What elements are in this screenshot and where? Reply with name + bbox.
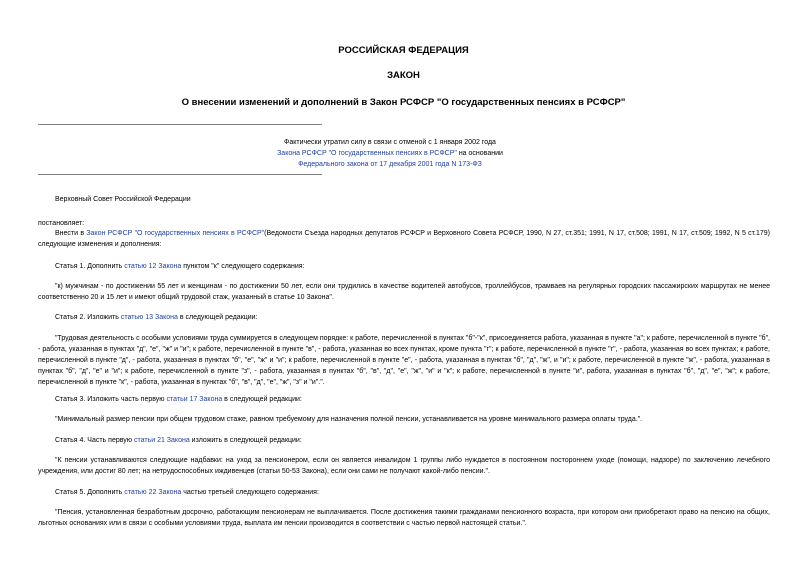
federal-law-link[interactable]: Федерального закона от 17 декабря 2001 года N 173-ФЗ	[298, 161, 482, 168]
article4-pre: Статья 4. Часть первую	[55, 437, 134, 444]
country-heading: РОССИЙСКАЯ ФЕДЕРАЦИЯ	[338, 45, 469, 56]
article12-link[interactable]: статью 12 Закона	[124, 263, 182, 270]
article21-link[interactable]: статьи 21 Закона	[134, 437, 190, 444]
article17-link[interactable]: статьи 17 Закона	[166, 396, 223, 403]
intro-law-link[interactable]: Закон РСФСР "О государственных пенсиях в РСФСР"	[86, 230, 265, 237]
article3-heading	[38, 394, 770, 405]
article13-link[interactable]: статью 13 Закона	[120, 314, 178, 321]
article2-pre: Статья 2. Изложить	[55, 314, 121, 321]
article4-post: изложить в следующей редакции:	[189, 437, 302, 444]
intro-pre: Внести в	[55, 230, 87, 237]
article1-pre: Статья 1. Дополнить	[55, 263, 125, 270]
article1-text: "к) мужчинам - по достижении 55 лет и женщинам - по достижении 50 лет, если они трудились в качестве водителей автобусов, троллейбусов, трамваев на регулярных городских пассажирских маршрутах не менее соответственно 20 и 15 лет и имеют общий трудовой стаж, указанный в статье 10 Закона".	[38, 283, 770, 301]
bottom-divider	[38, 174, 322, 175]
article1-heading	[38, 261, 770, 272]
article2-post: в следующей редакции:	[177, 314, 258, 321]
article5-post: частью третьей следующего содержания:	[181, 489, 319, 496]
article4-heading	[38, 435, 770, 446]
article3-post: в следующей редакции:	[222, 396, 302, 403]
article22-link[interactable]: статью 22 Закона	[124, 489, 182, 496]
article3-pre: Статья 3. Изложить часть первую	[55, 396, 167, 403]
issuer-paragraph: Верховный Совет Российской Федерации	[55, 196, 191, 203]
document-title: О внесении изменений и дополнений в Закон РСФСР "О государственных пенсиях в РСФСР"	[181, 97, 626, 108]
status-note-tail: на основании	[456, 150, 503, 157]
document-type-heading: ЗАКОН	[387, 70, 420, 81]
article1-post: пунктом "к" следующего содержания:	[181, 263, 305, 270]
law-link[interactable]: Закона РСФСР "О государственных пенсиях в РСФСР"	[277, 150, 457, 157]
top-divider	[38, 124, 322, 125]
article5-heading	[38, 487, 770, 498]
intro-paragraph	[38, 228, 770, 250]
article5-pre: Статья 5. Дополнить	[55, 489, 125, 496]
article2-text: "Трудовая деятельность с особыми условиями труда суммируется в следующем порядке: к работе, перечисленной в пунктах "б"-"к", присоединяется работа, указанная в пункте "а"; к работе, перечисленной в пункте "б", - работа, указанная в пунктах "д", "е", "ж" и "и"; к работе, перечисленной в пункте "в", - работа, указанная во всех пунктах, кроме пункта "г"; к работе, перечисленной в пункте "г", - работа, указанная во всех пунктах; к работе, перечисленной в пункте "д", - работа, указанная в пунктах "б", "е", "ж" и "и"; к работе, перечисленной в пункте "е", - работа, указанная в пунктах "б", "д", "ж", и "и"; к работе, перечисленной в пункте "ж", - работа, указанная в пунктах "б", "д", "е" и "и"; к работе, перечисленной в пункте "з", - работа, указанная в пунктах "б", "в", "д", "е", "ж", "и" и "к"; к работе, перечисленной в пункте "и", работа, указанная в пунктах "б", "д", "е", "ж"; к работе, перечисленной в пункте "к", - работа, указанная в пунктах "б", "в", "д", "е", "ж", "з" и "и".".	[38, 335, 770, 386]
status-note-line2	[200, 148, 580, 159]
decrees-paragraph: постановляет:	[38, 220, 85, 227]
article5-text: "Пенсия, установленная безработным досрочно, работающим пенсионерам не выплачивается. После достижения такими гражданами пенсионного возраста, при котором они приобретают право на пенсию на общих, льготных основаниях или в связи с особыми условиями труда, выплата им пенсии производится в соответствии с частью первой настоящей статьи.".	[38, 509, 770, 527]
intro-post: (Ведомости Съезда народных депутатов РСФСР и Верховного Совета РСФСР, 1990, N 27, ст.351; 1991, N 17, ст.508; 1991, N 17, ст.509; 1992, N 5 ст.179) следующие изменения и дополнения:	[38, 230, 771, 248]
article2-heading	[38, 312, 770, 323]
article3-text: "Минимальный размер пенсии при общем трудовом стаже, равном требуемому для назначения полной пенсии, устанавливается на уровне минимального размера оплаты труда.".	[55, 416, 643, 423]
status-note	[200, 137, 580, 170]
status-note-line3	[200, 159, 580, 170]
status-note-line1: Фактически утратил силу в связи с отменой с 1 января 2002 года	[284, 139, 496, 146]
article4-text: "К пенсии устанавливаются следующие надбавки: на уход за пенсионером, если он является инвалидом 1 группы либо нуждается в постоянном постороннем уходе (помощи, надзоре) по заключению лечебного учреждения, или достиг 80 лет; на нетрудоспособных иждивенцев (статьи 50-53 Закона), если они сами не получают какой-либо пенсии.".	[38, 457, 770, 475]
